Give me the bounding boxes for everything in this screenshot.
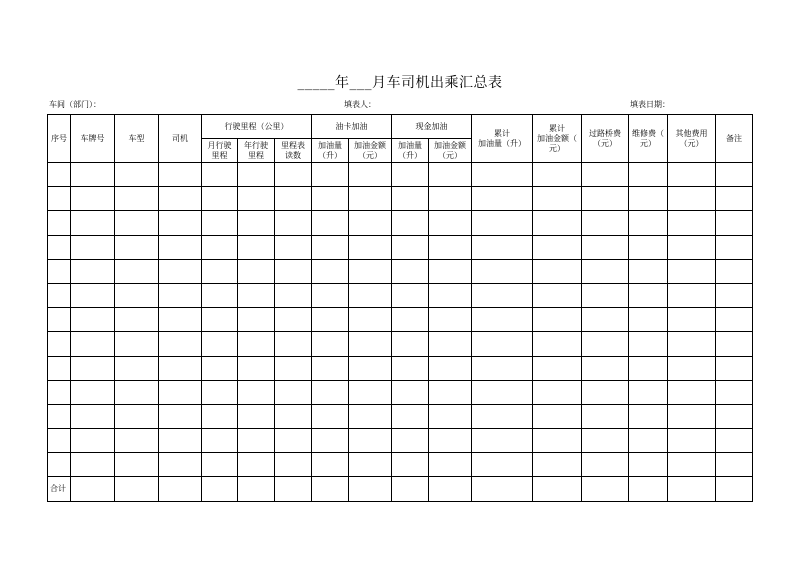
table-cell[interactable]	[238, 477, 275, 501]
total-row	[48, 477, 753, 501]
table-cell[interactable]	[275, 356, 312, 380]
table-cell[interactable]	[668, 308, 716, 332]
table-cell[interactable]	[349, 283, 392, 307]
table-cell[interactable]	[202, 259, 238, 283]
header-driver: 司机	[159, 115, 202, 163]
table-cell[interactable]	[275, 380, 312, 404]
table-cell[interactable]	[349, 453, 392, 477]
table-cell[interactable]	[71, 332, 115, 356]
table-cell[interactable]	[159, 404, 202, 428]
table-cell[interactable]	[312, 259, 349, 283]
table-cell[interactable]	[629, 453, 668, 477]
table-cell[interactable]	[668, 477, 716, 501]
total-label: 合计	[48, 477, 71, 501]
header-other: 其他费用 （元）	[668, 115, 716, 163]
table-cell[interactable]	[71, 259, 115, 283]
table-cell[interactable]	[429, 429, 472, 453]
table-cell[interactable]	[668, 163, 716, 187]
table-cell[interactable]	[275, 453, 312, 477]
table-cell[interactable]	[629, 187, 668, 211]
table-cell[interactable]	[71, 429, 115, 453]
table-cell[interactable]	[312, 283, 349, 307]
table-cell[interactable]	[71, 380, 115, 404]
table-cell[interactable]	[716, 235, 753, 259]
table-cell[interactable]	[629, 332, 668, 356]
header-cash-volume: 加油量 （升）	[392, 139, 429, 163]
table-cell[interactable]	[533, 187, 582, 211]
header-repair: 维修费（ 元）	[629, 115, 668, 163]
table-cell[interactable]	[202, 453, 238, 477]
table-cell[interactable]	[312, 332, 349, 356]
table-cell[interactable]	[275, 163, 312, 187]
table-cell[interactable]	[312, 404, 349, 428]
table-cell[interactable]	[238, 404, 275, 428]
table-cell[interactable]	[429, 453, 472, 477]
table-cell[interactable]	[202, 283, 238, 307]
table-cell[interactable]	[115, 283, 159, 307]
table-cell[interactable]	[238, 332, 275, 356]
table-row	[48, 332, 753, 356]
table-cell[interactable]	[275, 404, 312, 428]
table-cell[interactable]	[71, 308, 115, 332]
table-cell[interactable]	[349, 211, 392, 235]
table-cell[interactable]	[629, 404, 668, 428]
table-cell[interactable]	[429, 283, 472, 307]
table-cell[interactable]	[238, 429, 275, 453]
table-row	[48, 163, 753, 187]
table-cell[interactable]	[349, 429, 392, 453]
header-mileage-month: 月行驶 里程	[202, 139, 238, 163]
table-cell[interactable]	[392, 163, 429, 187]
table-cell[interactable]	[312, 429, 349, 453]
sheet-title: _____年___月车司机出乘汇总表	[297, 75, 503, 91]
table-cell[interactable]	[349, 380, 392, 404]
workshop-label: 车间（部门）：	[49, 100, 101, 109]
header-mileage-group: 行驶里程（公里）	[202, 115, 312, 139]
table-cell[interactable]	[668, 211, 716, 235]
table-cell[interactable]	[582, 404, 629, 428]
table-cell[interactable]	[472, 356, 533, 380]
table-cell[interactable]	[312, 453, 349, 477]
header-cash-group: 现金加油	[392, 115, 472, 139]
table-cell[interactable]	[159, 211, 202, 235]
table-cell[interactable]	[238, 163, 275, 187]
table-cell[interactable]	[159, 380, 202, 404]
table-cell[interactable]	[275, 211, 312, 235]
table-cell[interactable]	[238, 211, 275, 235]
table-cell[interactable]	[629, 380, 668, 404]
table-cell[interactable]	[349, 235, 392, 259]
table-cell[interactable]	[202, 429, 238, 453]
header-toll: 过路桥费 （元）	[582, 115, 629, 163]
table-cell[interactable]	[668, 356, 716, 380]
table-cell[interactable]	[349, 163, 392, 187]
table-cell[interactable]	[159, 163, 202, 187]
table-cell[interactable]	[582, 453, 629, 477]
table-cell[interactable]	[115, 477, 159, 501]
table-cell[interactable]	[716, 404, 753, 428]
table-cell[interactable]	[668, 332, 716, 356]
table-cell[interactable]	[349, 308, 392, 332]
table-cell[interactable]	[159, 187, 202, 211]
table-cell[interactable]	[472, 380, 533, 404]
table-cell[interactable]	[115, 332, 159, 356]
table-cell[interactable]	[629, 308, 668, 332]
table-cell[interactable]	[275, 429, 312, 453]
table-cell[interactable]	[48, 259, 71, 283]
table-cell[interactable]	[716, 429, 753, 453]
table-cell[interactable]	[349, 404, 392, 428]
table-cell[interactable]	[115, 429, 159, 453]
table-cell[interactable]	[429, 308, 472, 332]
table-cell[interactable]	[533, 308, 582, 332]
table-cell[interactable]	[275, 477, 312, 501]
table-cell[interactable]	[472, 283, 533, 307]
summary-table	[47, 114, 753, 502]
table-cell[interactable]	[202, 380, 238, 404]
table-cell[interactable]	[392, 453, 429, 477]
table-cell[interactable]	[629, 211, 668, 235]
table-cell[interactable]	[349, 477, 392, 501]
table-cell[interactable]	[312, 163, 349, 187]
table-cell[interactable]	[48, 404, 71, 428]
table-cell[interactable]	[472, 429, 533, 453]
table-cell[interactable]	[429, 477, 472, 501]
table-row	[48, 211, 753, 235]
table-cell[interactable]	[582, 283, 629, 307]
table-row	[48, 235, 753, 259]
table-cell[interactable]	[115, 380, 159, 404]
table-row	[48, 404, 753, 428]
table-cell[interactable]	[238, 259, 275, 283]
table-cell[interactable]	[716, 356, 753, 380]
table-cell[interactable]	[472, 404, 533, 428]
table-cell[interactable]	[533, 380, 582, 404]
table-cell[interactable]	[159, 477, 202, 501]
table-cell[interactable]	[472, 235, 533, 259]
header-cum-amount: 累计 加油金额（ 元）	[533, 115, 582, 163]
table-cell[interactable]	[48, 235, 71, 259]
table-cell[interactable]	[115, 235, 159, 259]
table-cell[interactable]	[629, 477, 668, 501]
table-cell[interactable]	[48, 356, 71, 380]
table-cell[interactable]	[668, 259, 716, 283]
table-cell[interactable]	[582, 211, 629, 235]
table-cell[interactable]	[115, 453, 159, 477]
fill-date-label: 填表日期：	[630, 100, 670, 109]
table-cell[interactable]	[429, 187, 472, 211]
table-cell[interactable]	[629, 429, 668, 453]
table-cell[interactable]	[392, 332, 429, 356]
table-cell[interactable]	[48, 283, 71, 307]
table-cell[interactable]	[48, 380, 71, 404]
table-cell[interactable]	[312, 308, 349, 332]
header-model: 车型	[115, 115, 159, 163]
table-cell[interactable]	[668, 187, 716, 211]
table-cell[interactable]	[202, 235, 238, 259]
table-cell[interactable]	[392, 429, 429, 453]
table-cell[interactable]	[202, 187, 238, 211]
table-cell[interactable]	[392, 187, 429, 211]
table-cell[interactable]	[582, 187, 629, 211]
table-cell[interactable]	[275, 235, 312, 259]
header-card-amount: 加油金额 （元）	[349, 139, 392, 163]
table-cell[interactable]	[533, 477, 582, 501]
table-cell[interactable]	[533, 429, 582, 453]
table-cell[interactable]	[275, 308, 312, 332]
table-cell[interactable]	[349, 259, 392, 283]
table-cell[interactable]	[159, 453, 202, 477]
table-cell[interactable]	[533, 453, 582, 477]
table-cell[interactable]	[392, 477, 429, 501]
table-cell[interactable]	[48, 429, 71, 453]
table-cell[interactable]	[202, 211, 238, 235]
table-cell[interactable]	[533, 163, 582, 187]
table-cell[interactable]	[159, 235, 202, 259]
header-card-volume: 加油量 （升）	[312, 139, 349, 163]
header-seq: 序号	[48, 115, 71, 163]
table-cell[interactable]	[115, 187, 159, 211]
table-cell[interactable]	[202, 404, 238, 428]
table-cell[interactable]	[716, 308, 753, 332]
table-cell[interactable]	[429, 380, 472, 404]
table-cell[interactable]	[238, 380, 275, 404]
table-cell[interactable]	[349, 332, 392, 356]
table-cell[interactable]	[202, 477, 238, 501]
table-cell[interactable]	[429, 356, 472, 380]
table-cell[interactable]	[429, 259, 472, 283]
table-cell[interactable]	[472, 308, 533, 332]
table-cell[interactable]	[582, 259, 629, 283]
table-cell[interactable]	[533, 235, 582, 259]
table-cell[interactable]	[238, 187, 275, 211]
table-cell[interactable]	[716, 380, 753, 404]
table-row	[48, 259, 753, 283]
table-cell[interactable]	[582, 163, 629, 187]
table-row	[48, 308, 753, 332]
table-row	[48, 283, 753, 307]
table-cell[interactable]	[48, 163, 71, 187]
table-cell[interactable]	[629, 163, 668, 187]
table-cell[interactable]	[582, 429, 629, 453]
table-cell[interactable]	[275, 259, 312, 283]
table-cell[interactable]	[472, 211, 533, 235]
table-cell[interactable]	[629, 235, 668, 259]
table-cell[interactable]	[582, 332, 629, 356]
table-cell[interactable]	[115, 404, 159, 428]
table-cell[interactable]	[668, 235, 716, 259]
table-cell[interactable]	[392, 259, 429, 283]
table-cell[interactable]	[349, 356, 392, 380]
table-cell[interactable]	[71, 235, 115, 259]
table-cell[interactable]	[533, 356, 582, 380]
table-cell[interactable]	[238, 308, 275, 332]
table-cell[interactable]	[71, 453, 115, 477]
table-cell[interactable]	[582, 235, 629, 259]
table-cell[interactable]	[716, 211, 753, 235]
filler-label: 填表人：	[344, 100, 376, 109]
table-cell[interactable]	[429, 404, 472, 428]
table-cell[interactable]	[115, 356, 159, 380]
table-cell[interactable]	[582, 356, 629, 380]
table-cell[interactable]	[533, 404, 582, 428]
table-cell[interactable]	[472, 259, 533, 283]
table-cell[interactable]	[349, 187, 392, 211]
table-cell[interactable]	[472, 163, 533, 187]
table-cell[interactable]	[48, 453, 71, 477]
table-cell[interactable]	[472, 453, 533, 477]
table-cell[interactable]	[238, 356, 275, 380]
table-cell[interactable]	[115, 163, 159, 187]
table-row	[48, 429, 753, 453]
table-cell[interactable]	[238, 235, 275, 259]
table-cell[interactable]	[716, 332, 753, 356]
table-row	[48, 453, 753, 477]
table-cell[interactable]	[159, 332, 202, 356]
table-cell[interactable]	[429, 332, 472, 356]
table-cell[interactable]	[71, 404, 115, 428]
table-cell[interactable]	[392, 308, 429, 332]
table-row	[48, 356, 753, 380]
table-cell[interactable]	[716, 259, 753, 283]
table-cell[interactable]	[668, 453, 716, 477]
table-cell[interactable]	[629, 259, 668, 283]
table-cell[interactable]	[533, 332, 582, 356]
header-remark: 备注	[716, 115, 753, 163]
table-cell[interactable]	[159, 259, 202, 283]
table-row	[48, 187, 753, 211]
table-cell[interactable]	[312, 235, 349, 259]
table-cell[interactable]	[159, 429, 202, 453]
table-cell[interactable]	[582, 380, 629, 404]
table-cell[interactable]	[668, 404, 716, 428]
table-cell[interactable]	[668, 380, 716, 404]
table-cell[interactable]	[582, 477, 629, 501]
table-cell[interactable]	[202, 356, 238, 380]
header-cash-amount: 加油金额 （元）	[429, 139, 472, 163]
table-cell[interactable]	[159, 283, 202, 307]
table-cell[interactable]	[716, 477, 753, 501]
table-cell[interactable]	[533, 259, 582, 283]
table-cell[interactable]	[582, 308, 629, 332]
table-cell[interactable]	[429, 211, 472, 235]
header-odometer: 里程表 读数	[275, 139, 312, 163]
table-cell[interactable]	[202, 163, 238, 187]
table-cell[interactable]	[115, 211, 159, 235]
table-cell[interactable]	[71, 283, 115, 307]
table-cell[interactable]	[392, 283, 429, 307]
table-cell[interactable]	[392, 356, 429, 380]
table-body	[48, 163, 753, 502]
table-cell[interactable]	[159, 356, 202, 380]
table-cell[interactable]	[275, 187, 312, 211]
table-cell[interactable]	[312, 380, 349, 404]
table-cell[interactable]	[716, 163, 753, 187]
table-cell[interactable]	[312, 187, 349, 211]
table-cell[interactable]	[716, 187, 753, 211]
table-cell[interactable]	[275, 332, 312, 356]
header-card-group: 油卡加油	[312, 115, 392, 139]
table-cell[interactable]	[115, 308, 159, 332]
table-cell[interactable]	[115, 259, 159, 283]
table-cell[interactable]	[668, 283, 716, 307]
table-cell[interactable]	[668, 429, 716, 453]
table-cell[interactable]	[202, 308, 238, 332]
table-cell[interactable]	[392, 235, 429, 259]
table-cell[interactable]	[202, 332, 238, 356]
table-cell[interactable]	[429, 235, 472, 259]
table-cell[interactable]	[71, 477, 115, 501]
table-cell[interactable]	[533, 211, 582, 235]
table-cell[interactable]	[629, 283, 668, 307]
table-cell[interactable]	[472, 477, 533, 501]
header-cum-volume: 累计 加油量（升）	[472, 115, 533, 163]
table-cell[interactable]	[238, 453, 275, 477]
table-cell[interactable]	[429, 163, 472, 187]
table-cell[interactable]	[275, 283, 312, 307]
table-cell[interactable]	[238, 283, 275, 307]
table-cell[interactable]	[48, 332, 71, 356]
table-cell[interactable]	[312, 211, 349, 235]
header-mileage-year: 年行驶 里程	[238, 139, 275, 163]
table-cell[interactable]	[392, 380, 429, 404]
table-cell[interactable]	[48, 308, 71, 332]
table-cell[interactable]	[71, 187, 115, 211]
table-row	[48, 380, 753, 404]
table-cell[interactable]	[392, 404, 429, 428]
table-cell[interactable]	[392, 211, 429, 235]
table-cell[interactable]	[312, 477, 349, 501]
table-cell[interactable]	[533, 283, 582, 307]
table-cell[interactable]	[71, 356, 115, 380]
table-cell[interactable]	[71, 211, 115, 235]
table-cell[interactable]	[159, 308, 202, 332]
table-cell[interactable]	[629, 356, 668, 380]
table-cell[interactable]	[48, 211, 71, 235]
table-cell[interactable]	[71, 163, 115, 187]
table-cell[interactable]	[312, 356, 349, 380]
table-cell[interactable]	[472, 332, 533, 356]
table-cell[interactable]	[48, 187, 71, 211]
table-cell[interactable]	[716, 283, 753, 307]
header-plate: 车牌号	[71, 115, 115, 163]
table-cell[interactable]	[472, 187, 533, 211]
table-cell[interactable]	[716, 453, 753, 477]
